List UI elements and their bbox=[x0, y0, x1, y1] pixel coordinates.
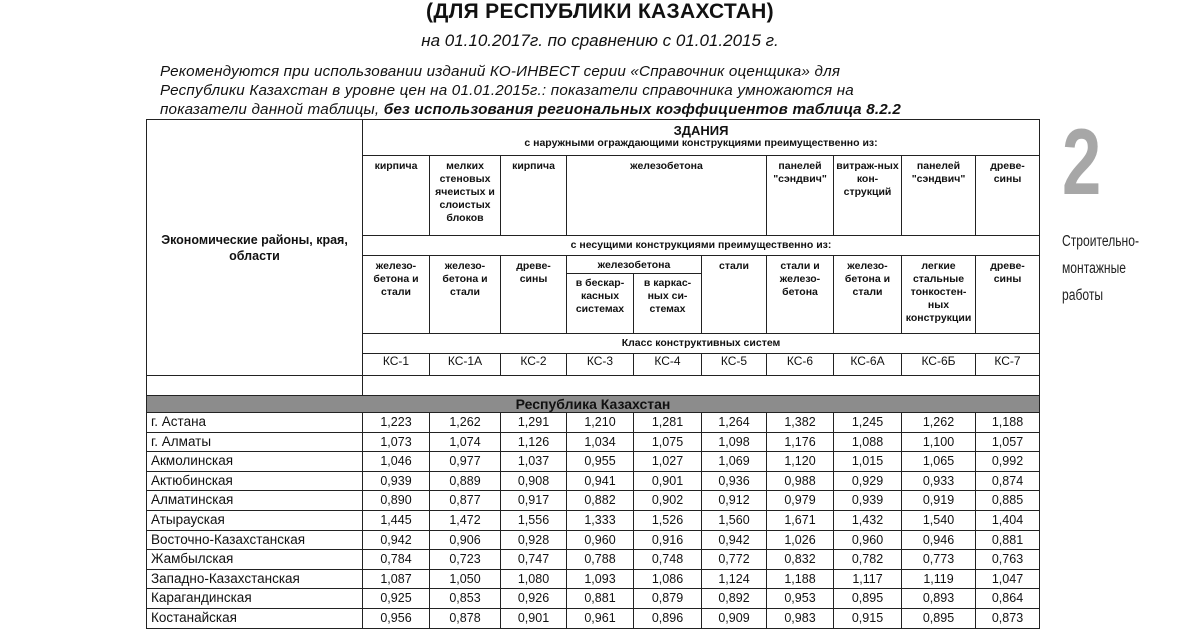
coefficient-cell: 0,874 bbox=[976, 471, 1040, 491]
wall-brick-2: кирпича bbox=[501, 156, 567, 236]
coefficient-cell: 1,088 bbox=[834, 432, 902, 452]
class-code-4: КС-3 bbox=[567, 354, 634, 376]
class-code-7: КС-6 bbox=[767, 354, 834, 376]
coefficient-cell: 1,472 bbox=[430, 510, 501, 530]
coefficient-cell: 1,124 bbox=[702, 569, 767, 589]
coefficient-cell: 0,906 bbox=[430, 530, 501, 550]
coefficient-cell: 1,281 bbox=[634, 413, 702, 433]
coefficients-table bbox=[146, 119, 1040, 629]
region-name: Западно-Казахстанская bbox=[147, 569, 363, 589]
coefficient-cell: 1,188 bbox=[767, 569, 834, 589]
coefficient-cell: 0,936 bbox=[702, 471, 767, 491]
bear-steel: стали bbox=[702, 256, 767, 334]
table-row bbox=[147, 550, 1040, 570]
coefficient-cell: 1,069 bbox=[702, 452, 767, 472]
coefficient-cell: 1,176 bbox=[767, 432, 834, 452]
bear-light-steel: легкие стальные тонкостен-ных конструкции bbox=[902, 256, 976, 334]
coefficient-cell: 1,540 bbox=[902, 510, 976, 530]
coefficient-cell: 0,723 bbox=[430, 550, 501, 570]
coefficient-cell: 1,382 bbox=[767, 413, 834, 433]
coefficient-cell: 1,075 bbox=[634, 432, 702, 452]
coefficient-cell: 0,916 bbox=[634, 530, 702, 550]
bear-concrete-steel-1: железо-бетона и стали bbox=[363, 256, 430, 334]
coefficient-cell: 0,988 bbox=[767, 471, 834, 491]
coefficient-cell: 0,979 bbox=[767, 491, 834, 511]
coefficient-cell: 0,879 bbox=[634, 589, 702, 609]
coefficient-cell: 0,983 bbox=[767, 608, 834, 628]
chapter-label-line-2: монтажные bbox=[1062, 260, 1127, 277]
intro-paragraph bbox=[160, 62, 990, 119]
class-code-9: КС-6Б bbox=[902, 354, 976, 376]
coefficient-cell: 0,747 bbox=[501, 550, 567, 570]
coefficient-cell: 0,925 bbox=[363, 589, 430, 609]
coefficient-cell: 1,037 bbox=[501, 452, 567, 472]
table-row bbox=[147, 510, 1040, 530]
coefficient-cell: 1,526 bbox=[634, 510, 702, 530]
coefficient-cell: 1,050 bbox=[430, 569, 501, 589]
coefficient-cell: 0,908 bbox=[501, 471, 567, 491]
coefficient-cell: 0,960 bbox=[834, 530, 902, 550]
coefficient-cell: 1,065 bbox=[902, 452, 976, 472]
bear-framed: в каркас-ных си-стемах bbox=[634, 274, 702, 334]
coefficient-cell: 0,896 bbox=[634, 608, 702, 628]
coefficient-cell: 1,126 bbox=[501, 432, 567, 452]
bear-concrete: железобетона bbox=[567, 256, 702, 274]
table-row bbox=[147, 589, 1040, 609]
chapter-label-line-3: работы bbox=[1062, 287, 1104, 304]
table-row bbox=[147, 608, 1040, 628]
coefficient-cell: 0,919 bbox=[902, 491, 976, 511]
coefficient-cell: 0,912 bbox=[702, 491, 767, 511]
class-code-2: КС-1А bbox=[430, 354, 501, 376]
coefficient-cell: 1,080 bbox=[501, 569, 567, 589]
coefficient-cell: 0,953 bbox=[767, 589, 834, 609]
wall-sandwich-1: панелей "сэндвич" bbox=[767, 156, 834, 236]
region-name: Карагандинская bbox=[147, 589, 363, 609]
region-name: Алматинская bbox=[147, 491, 363, 511]
coefficient-cell: 0,956 bbox=[363, 608, 430, 628]
row-header-cell bbox=[147, 120, 363, 376]
coefficient-cell: 1,120 bbox=[767, 452, 834, 472]
region-name: Жамбылская bbox=[147, 550, 363, 570]
coefficient-cell: 0,878 bbox=[430, 608, 501, 628]
bearing-header: с несущими конструкциями преимущественно из: bbox=[363, 236, 1040, 256]
coefficient-cell: 0,939 bbox=[834, 491, 902, 511]
coefficient-cell: 0,877 bbox=[430, 491, 501, 511]
spacer-cell bbox=[147, 376, 363, 396]
coefficient-cell: 0,961 bbox=[567, 608, 634, 628]
coefficient-cell: 0,928 bbox=[501, 530, 567, 550]
chapter-label-line-1: Строительно- bbox=[1062, 233, 1139, 250]
coefficient-cell: 1,262 bbox=[430, 413, 501, 433]
coefficient-cell: 0,772 bbox=[702, 550, 767, 570]
coefficient-cell: 1,262 bbox=[902, 413, 976, 433]
coefficient-cell: 1,404 bbox=[976, 510, 1040, 530]
coefficient-cell: 1,086 bbox=[634, 569, 702, 589]
coefficient-cell: 0,784 bbox=[363, 550, 430, 570]
class-code-3: КС-2 bbox=[501, 354, 567, 376]
coefficient-cell: 0,881 bbox=[976, 530, 1040, 550]
coefficient-cell: 1,093 bbox=[567, 569, 634, 589]
coefficient-cell: 0,895 bbox=[834, 589, 902, 609]
coefficient-cell: 0,926 bbox=[501, 589, 567, 609]
coefficient-cell: 0,917 bbox=[501, 491, 567, 511]
coefficient-cell: 1,117 bbox=[834, 569, 902, 589]
chapter-label bbox=[1062, 228, 1156, 309]
coefficient-cell: 1,291 bbox=[501, 413, 567, 433]
coefficient-cell: 1,671 bbox=[767, 510, 834, 530]
coefficient-cell: 0,992 bbox=[976, 452, 1040, 472]
coefficient-cell: 0,942 bbox=[702, 530, 767, 550]
section-republic: Республика Казахстан bbox=[147, 396, 1040, 413]
coefficient-cell: 1,073 bbox=[363, 432, 430, 452]
table-row bbox=[147, 569, 1040, 589]
coefficient-cell: 0,892 bbox=[702, 589, 767, 609]
coefficient-cell: 0,782 bbox=[834, 550, 902, 570]
class-code-1: КС-1 bbox=[363, 354, 430, 376]
coefficient-cell: 0,885 bbox=[976, 491, 1040, 511]
coefficient-cell: 0,864 bbox=[976, 589, 1040, 609]
coefficient-cell: 1,119 bbox=[902, 569, 976, 589]
class-code-5: КС-4 bbox=[634, 354, 702, 376]
wall-sandwich-2: панелей "сэндвич" bbox=[902, 156, 976, 236]
coefficient-cell: 0,960 bbox=[567, 530, 634, 550]
buildings-title: ЗДАНИЯ bbox=[673, 123, 729, 138]
coefficient-cell: 0,942 bbox=[363, 530, 430, 550]
coefficient-cell: 0,763 bbox=[976, 550, 1040, 570]
table-row bbox=[147, 452, 1040, 472]
bear-wood-2: древе-сины bbox=[976, 256, 1040, 334]
wall-stained-glass: витраж-ных кон-струкций bbox=[834, 156, 902, 236]
coefficient-cell: 0,946 bbox=[902, 530, 976, 550]
coefficient-cell: 0,895 bbox=[902, 608, 976, 628]
coefficient-cell: 0,933 bbox=[902, 471, 976, 491]
table-row bbox=[147, 413, 1040, 433]
row-header-label: Экономические районы, края, области bbox=[161, 232, 348, 263]
coefficient-cell: 0,901 bbox=[501, 608, 567, 628]
table-row bbox=[147, 432, 1040, 452]
intro-line-3-bold: без использования региональных коэффициентов таблица 8.2.2 bbox=[383, 101, 901, 118]
coefficient-cell: 1,100 bbox=[902, 432, 976, 452]
coefficient-cell: 0,941 bbox=[567, 471, 634, 491]
coefficient-cell: 1,188 bbox=[976, 413, 1040, 433]
document-subtitle: на 01.10.2017г. по сравнению с 01.01.2015 г. bbox=[421, 31, 779, 50]
coefficient-cell: 0,788 bbox=[567, 550, 634, 570]
class-code-10: КС-7 bbox=[976, 354, 1040, 376]
coefficient-cell: 0,915 bbox=[834, 608, 902, 628]
coefficient-cell: 1,034 bbox=[567, 432, 634, 452]
coefficient-cell: 0,893 bbox=[902, 589, 976, 609]
region-name: Атырауская bbox=[147, 510, 363, 530]
coefficient-cell: 0,853 bbox=[430, 589, 501, 609]
region-name: Восточно-Казахстанская bbox=[147, 530, 363, 550]
class-code-8: КС-6А bbox=[834, 354, 902, 376]
spacer-cell-wide bbox=[363, 376, 1040, 396]
coefficient-cell: 0,955 bbox=[567, 452, 634, 472]
coefficient-cell: 1,245 bbox=[834, 413, 902, 433]
coefficient-cell: 1,223 bbox=[363, 413, 430, 433]
coefficient-cell: 0,901 bbox=[634, 471, 702, 491]
coefficient-cell: 1,027 bbox=[634, 452, 702, 472]
bear-frameless: в бескар-касных системах bbox=[567, 274, 634, 334]
intro-line-1: Рекомендуются при использовании изданий КО-ИНВЕСТ серии «Справочник оценщика» для bbox=[160, 63, 841, 80]
outer-walls-label: с наружными ограждающими конструкциями преимущественно из: bbox=[524, 137, 878, 149]
bear-steel-concrete: стали и железо-бетона bbox=[767, 256, 834, 334]
coefficient-cell: 1,047 bbox=[976, 569, 1040, 589]
wall-blocks: мелких стеновых ячеистых и слоистых блоков bbox=[430, 156, 501, 236]
bear-wood-1: древе-сины bbox=[501, 256, 567, 334]
coefficient-cell: 0,909 bbox=[702, 608, 767, 628]
coefficient-cell: 1,057 bbox=[976, 432, 1040, 452]
wall-wood: древе-сины bbox=[976, 156, 1040, 236]
region-name: г. Алматы bbox=[147, 432, 363, 452]
coefficient-cell: 0,881 bbox=[567, 589, 634, 609]
table-row bbox=[147, 530, 1040, 550]
coefficient-cell: 0,939 bbox=[363, 471, 430, 491]
coefficient-cell: 1,264 bbox=[702, 413, 767, 433]
coefficient-cell: 0,890 bbox=[363, 491, 430, 511]
coefficient-cell: 0,882 bbox=[567, 491, 634, 511]
bear-concrete-steel-2: железо-бетона и стали bbox=[430, 256, 501, 334]
buildings-header bbox=[363, 120, 1040, 156]
coefficient-cell: 0,902 bbox=[634, 491, 702, 511]
coefficient-cell: 1,015 bbox=[834, 452, 902, 472]
coefficient-cell: 1,087 bbox=[363, 569, 430, 589]
wall-brick-1: кирпича bbox=[363, 156, 430, 236]
wall-concrete: железобетона bbox=[567, 156, 767, 236]
intro-line-3 bbox=[160, 100, 990, 119]
coefficient-cell: 0,929 bbox=[834, 471, 902, 491]
coefficient-cell: 1,210 bbox=[567, 413, 634, 433]
table-row bbox=[147, 471, 1040, 491]
coefficient-cell: 1,445 bbox=[363, 510, 430, 530]
document-title: (ДЛЯ РЕСПУБЛИКИ КАЗАХСТАН) bbox=[426, 0, 774, 23]
region-name: Костанайская bbox=[147, 608, 363, 628]
coefficient-cell: 1,074 bbox=[430, 432, 501, 452]
coefficient-cell: 0,873 bbox=[976, 608, 1040, 628]
chapter-number: 2 bbox=[1062, 109, 1102, 214]
coefficient-cell: 1,432 bbox=[834, 510, 902, 530]
intro-line-3-start: показатели данной таблицы, bbox=[160, 101, 384, 118]
coefficient-cell: 1,046 bbox=[363, 452, 430, 472]
region-name: Актюбинская bbox=[147, 471, 363, 491]
table-row bbox=[147, 491, 1040, 511]
bear-concrete-steel-3: железо-бетона и стали bbox=[834, 256, 902, 334]
region-name: г. Астана bbox=[147, 413, 363, 433]
coefficient-cell: 0,889 bbox=[430, 471, 501, 491]
class-header: Класс конструктивных систем bbox=[363, 334, 1040, 354]
intro-line-2: Республики Казахстан в уровне цен на 01.01.2015г.: показатели справочника умножаются на bbox=[160, 82, 854, 99]
coefficient-cell: 1,556 bbox=[501, 510, 567, 530]
coefficient-cell: 0,773 bbox=[902, 550, 976, 570]
coefficient-cell: 0,832 bbox=[767, 550, 834, 570]
coefficient-cell: 1,026 bbox=[767, 530, 834, 550]
coefficient-cell: 0,977 bbox=[430, 452, 501, 472]
data-rows bbox=[147, 413, 1040, 629]
coefficient-cell: 1,098 bbox=[702, 432, 767, 452]
coefficient-cell: 1,560 bbox=[702, 510, 767, 530]
coefficient-cell: 0,748 bbox=[634, 550, 702, 570]
region-name: Акмолинская bbox=[147, 452, 363, 472]
class-code-6: КС-5 bbox=[702, 354, 767, 376]
coefficient-cell: 1,333 bbox=[567, 510, 634, 530]
